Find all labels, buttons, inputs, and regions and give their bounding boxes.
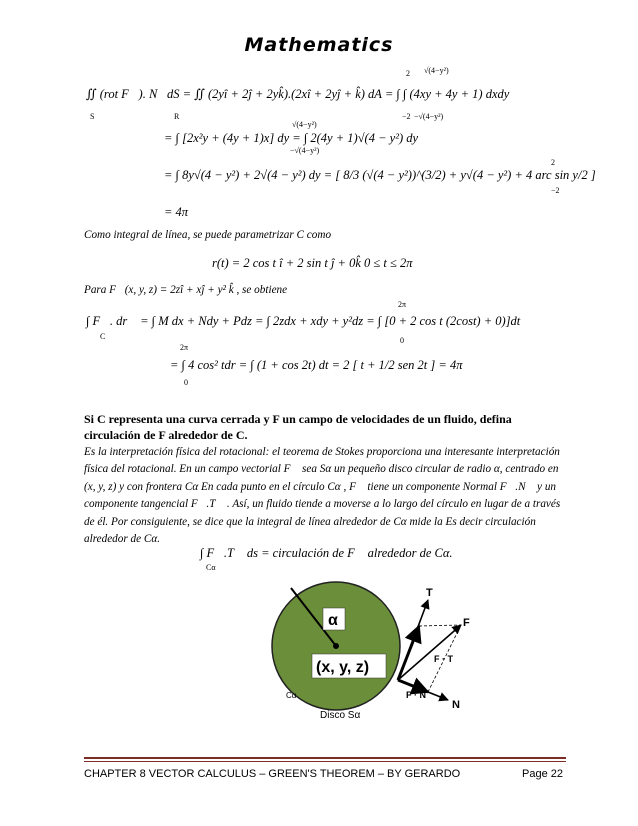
eq1-outer-lower: −2	[402, 112, 411, 121]
equation-result	[164, 205, 188, 220]
line-integral-expansion	[86, 314, 520, 329]
tangent-label: T	[426, 587, 433, 599]
fn-label: F · N	[406, 690, 426, 700]
line-integral-2-text: = ∫ 4 cos² tdr = ∫ (1 + cos 2t) dt = 2 [ t + 1/2 sen 2t ] = 4π	[170, 358, 463, 372]
line-int-lower: 0	[400, 336, 404, 345]
normal-label: N	[452, 699, 460, 711]
disk-caption: Disco Sα	[320, 710, 361, 720]
equation-3-text: = ∫ 8y√(4 − y²) + 2√(4 − y²) dy = [ 8/3 (√(4 − y²))^(3/2) + y√(4 − y²) + 4 arc sin y/2 ]	[164, 168, 596, 182]
line-integral-intro: Como integral de línea, se puede parametrizar C como	[84, 229, 332, 241]
line-int-sub-c: C	[100, 332, 106, 341]
eq2-bracket-upper: √(4−y²)	[292, 120, 317, 129]
eq1-inner-lower: −√(4−y²)	[414, 112, 444, 121]
circulation-answer: Es la interpretación física del rotacional: el teorema de Stokes proporciona una interesante interpretación física del rotacional. En un campo vectorial F⃗ sea Sα un pequeño disco circular de radio α, centrado en (x, y, z) y con frontera Cα En cada punto en el círculo Cα , F⃗ tiene un componente Normal F⃗.N⃗ y un componente tangencial F⃗.T⃗ . Así, un fluido tiende a moverse a lo largo del círculo en lugar de a través de él. Por consiguiente, se dice que la integral de línea alrededor de Cα mide la Es decir circulación alrededor de Cα.	[84, 446, 561, 546]
circulation-sub: Cα	[206, 563, 216, 572]
equation-2-text: = ∫ [2x²y + (4y + 1)x] dy = ∫ 2(4y + 1)√(4 − y²) dy	[164, 131, 419, 145]
line-int-upper: 2π	[398, 300, 407, 309]
equation-1-text: ∬ (rot F⃗). N⃗dS = ∬ (2yî + 2ĵ + 2yk̂).(2xî + 2yĵ + k̂) dA = ∫ ∫ (4xy + 4y + 1) dxdy	[86, 87, 510, 101]
eq1-outer-upper: 2	[406, 69, 410, 78]
eq2-bracket-lower: −√(4−y²)	[290, 146, 320, 155]
point-label: (x, y, z)	[316, 659, 370, 676]
page-header-title: Mathematics	[244, 34, 394, 56]
footer-rule-thick	[84, 757, 566, 759]
equation-surface-integral	[86, 86, 509, 102]
field-label: F	[463, 617, 470, 629]
tangential-component-vector	[398, 626, 419, 680]
equation-4-text: = 4π	[164, 205, 189, 219]
circulation-question: Si C representa una curva cerrada y F un campo de velocidades de un fluido, defina circulación de F alrededor de C.	[84, 412, 512, 442]
footer-page-number: Page 22	[522, 768, 563, 780]
alpha-label: α	[328, 612, 338, 629]
eq1-inner-upper: √(4−y²)	[424, 66, 449, 75]
eq3-eval-lower: −2	[551, 186, 560, 195]
circulation-equation: ∫ F⃗.T⃗ ds = circulación de F⃗ alrededor de Cα.	[200, 546, 453, 560]
dashed-projection-1	[419, 625, 461, 626]
footer-chapter-title: CHAPTER 8 VECTOR CALCULUS – GREEN'S THEOREM – BY GERARDO	[84, 768, 461, 780]
eq1-sub-r: R	[174, 112, 180, 121]
parametrization-equation: r(t) = 2 cos t î + 2 sin t ĵ + 0k̂ 0 ≤ t ≤ 2π	[212, 256, 413, 270]
eq3-eval-upper: 2	[551, 158, 555, 167]
boundary-label: Cα	[286, 691, 297, 700]
vector-field-intro: Para F⃗(x, y, z) = 2zî + xĵ + y² k̂ , se obtiene	[84, 284, 288, 296]
line-integral-evaluation	[170, 358, 462, 373]
footer-rule-thin	[84, 761, 566, 762]
equation-inner-integration	[164, 131, 418, 146]
center-point	[333, 643, 339, 649]
line-int2-lower: 0	[184, 378, 188, 387]
ft-label: F · T	[434, 654, 453, 664]
equation-antiderivative	[164, 168, 596, 183]
line-int2-upper: 2π	[180, 343, 189, 352]
disk-figure	[256, 580, 476, 720]
line-integral-1-text: ∫ F⃗. dr⃗ = ∫ M dx + Ndy + Pdz = ∫ 2zdx + xdy + y²dz = ∫ [0 + 2 cos t (2cost) + 0)]dt	[86, 314, 521, 328]
eq1-sub-s: S	[90, 112, 95, 121]
